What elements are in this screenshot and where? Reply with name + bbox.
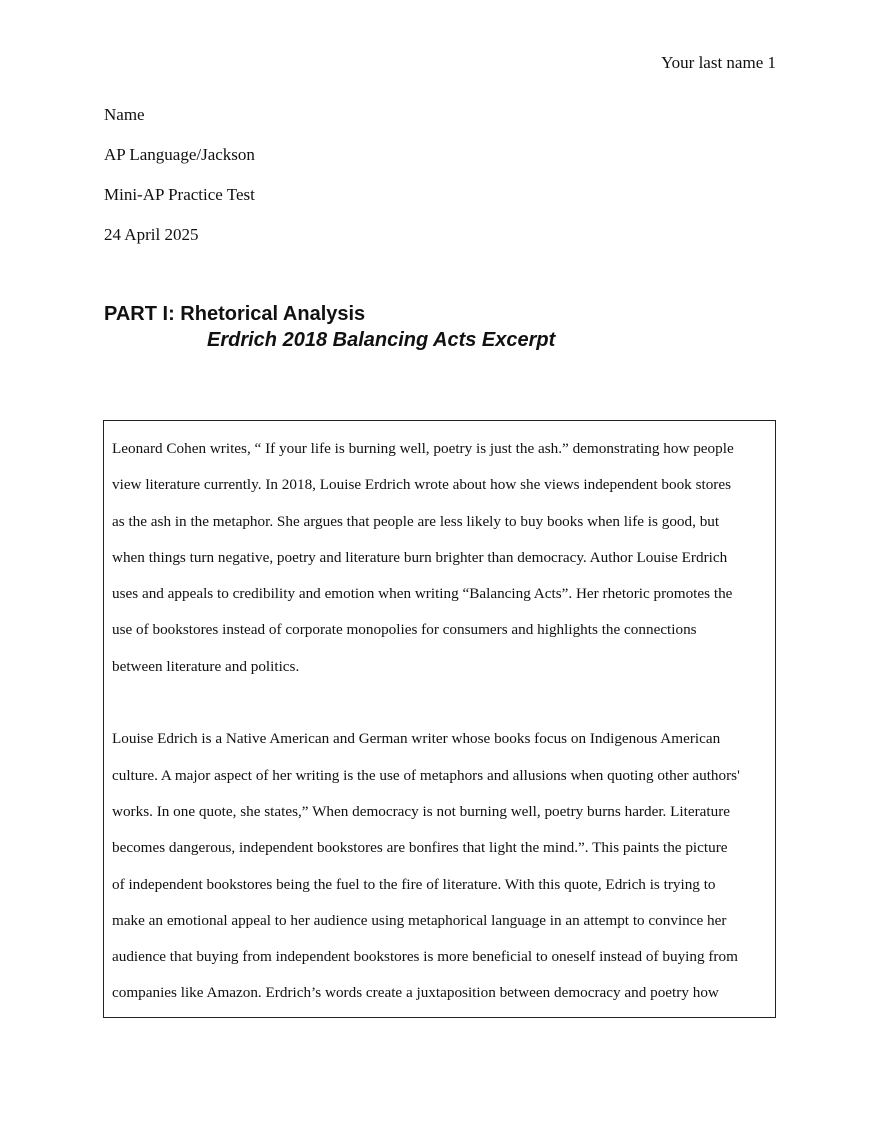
essay-line: companies like Amazon. Erdrich’s words create a juxtaposition between democracy and poetry how	[112, 984, 719, 1002]
essay-line: becomes dangerous, independent bookstores are bonfires that light the mind.”. This paints the picture	[112, 839, 728, 857]
course-name: AP Language/Jackson	[104, 145, 255, 164]
essay-line: as the ash in the metaphor. She argues that people are less likely to buy books when life is good, but	[112, 512, 720, 530]
essay-paragraph-1	[112, 431, 767, 685]
student-name: Name	[104, 105, 145, 124]
essay-line: make an emotional appeal to her audience using metaphorical language in an attempt to convince her	[112, 911, 727, 929]
essay-line: culture. A major aspect of her writing is the use of metaphors and allusions when quoting other authors'	[112, 766, 740, 784]
essay-line: use of bookstores instead of corporate monopolies for consumers and highlights the connections	[112, 621, 697, 639]
essay-line: between literature and politics.	[112, 657, 300, 675]
section-subtitle: Erdrich 2018 Balancing Acts Excerpt	[207, 329, 556, 351]
essay-line: works. In one quote, she states,” When democracy is not burning well, poetry burns harder. Literature	[112, 802, 731, 820]
essay-line: of independent bookstores being the fuel to the fire of literature. With this quote, Edrich is trying to	[112, 875, 716, 893]
essay-line: when things turn negative, poetry and literature burn brighter than democracy. Author Louise Erdrich	[112, 548, 728, 566]
essay-box	[103, 420, 776, 1018]
essay-line: view literature currently. In 2018, Louise Erdrich wrote about how she views independent book stores	[112, 476, 732, 494]
essay-paragraph-2	[112, 721, 767, 1011]
document-date: 24 April 2025	[104, 225, 199, 244]
essay-line: audience that buying from independent bookstores is more beneficial to oneself instead of buying from	[112, 948, 738, 966]
essay-line: Louise Edrich is a Native American and German writer whose books focus on Indigenous American	[112, 730, 721, 748]
section-title: PART I: Rhetorical Analysis	[104, 303, 366, 325]
assignment-title: Mini-AP Practice Test	[104, 185, 255, 204]
essay-line: uses and appeals to credibility and emotion when writing “Balancing Acts”. Her rhetoric promotes the	[112, 585, 733, 603]
page-header: Your last name 1	[661, 53, 776, 72]
paragraph-break	[112, 685, 767, 721]
essay-line: Leonard Cohen writes, “ If your life is burning well, poetry is just the ash.” demonstrating how people	[112, 440, 734, 457]
